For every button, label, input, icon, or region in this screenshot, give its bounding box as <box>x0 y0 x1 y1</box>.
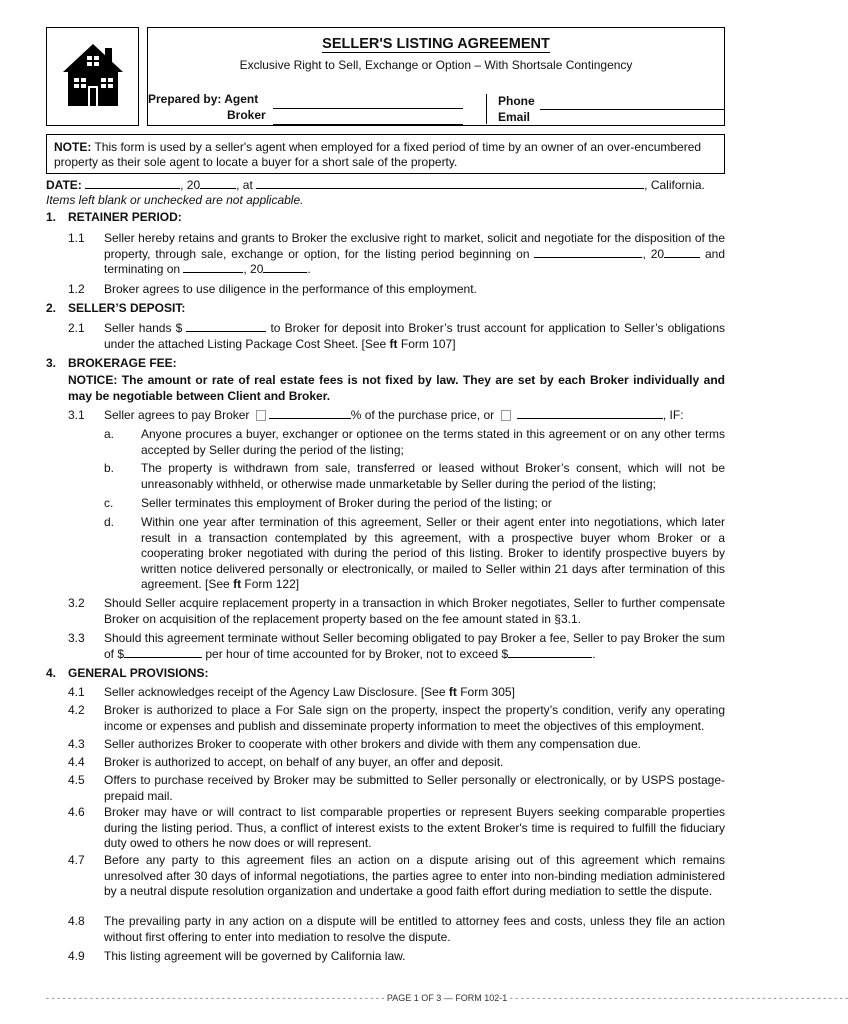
logo-box <box>46 27 139 126</box>
item-c: Seller terminates this employment of Broker during the period of the listing; or <box>141 496 552 510</box>
date-field[interactable] <box>85 178 180 189</box>
page-footer: - - - - - - - - - - - - - - - - - - - - - - - - - - - - - - - - - - - - - - - - - - - - - - - - - - - - - - - - - - - - - - PAGE 1 OF 3 — FORM 102-1 - - - - - - - - - - - - - - - - - - - - - - - - - - - - - - - - - - - - - - - - - - - - - - - - - - - - - - - - - - - - - - <box>46 993 848 1003</box>
page-subtitle: Exclusive Right to Sell, Exchange or Option – With Shortsale Contingency <box>239 58 633 72</box>
para-4-8-number: 4.8 <box>68 914 85 928</box>
agent-field[interactable] <box>273 98 463 109</box>
note-text: This form is used by a seller's agent when employed for a fixed period of time by an owner of an over-encumbered property as their sole agent to locate a buyer for a short sale of the property. <box>54 140 702 169</box>
listing-end-field[interactable] <box>183 262 243 273</box>
footer-label: PAGE 1 OF 3 — FORM 102-1 <box>386 993 508 1003</box>
item-d-label: d. <box>104 515 115 529</box>
para-4-2: Broker is authorized to place a For Sale sign on the property, inspect the property’s condition, verify any operating income or expenses and publish and disseminate property information to meet the objectives of this employment. <box>104 703 725 733</box>
percent-field[interactable] <box>269 408 351 419</box>
section-3-number: 3. <box>46 356 57 370</box>
section-4-title: GENERAL PROVISIONS: <box>68 666 209 680</box>
page-title: SELLER'S LISTING AGREEMENT <box>322 36 550 52</box>
para-4-4-number: 4.4 <box>68 755 85 769</box>
section-1-number: 1. <box>46 210 57 224</box>
city-field[interactable] <box>256 178 644 189</box>
para-4-1-number: 4.1 <box>68 685 85 699</box>
para-4-5-number: 4.5 <box>68 773 85 787</box>
para-2-1-number: 2.1 <box>68 321 85 335</box>
para-3-3: Should this agreement terminate without Seller becoming obligated to pay Broker a fee, Seller to pay Broker the sum of $ per hour of time accounted for by Broker, not to exceed $ . <box>104 631 725 661</box>
para-4-4: Broker is authorized to accept, on behalf of any buyer, an offer and deposit. <box>104 755 504 769</box>
deposit-amount-field[interactable] <box>186 321 266 332</box>
date-line <box>46 178 726 194</box>
para-3-1-number: 3.1 <box>68 408 85 422</box>
fee-cap-field[interactable] <box>508 647 592 658</box>
header-divider <box>486 94 487 124</box>
para-4-7-number: 4.7 <box>68 853 85 867</box>
para-3-1: Seller agrees to pay Broker % of the purchase price, or , IF: <box>104 408 684 422</box>
fee-amount-field[interactable] <box>517 408 663 419</box>
para-1-2: Broker agrees to use diligence in the performance of this employment. <box>104 282 477 296</box>
para-3-2: Should Seller acquire replacement property in a transaction in which Broker negotiates, Seller to further compensate Broker on acquisition of the replacement property based on the fee amount stated in §3.1. <box>104 596 725 626</box>
date-year-prefix: , 20 <box>180 178 201 192</box>
para-2-1: Seller hands $ to Broker for deposit into Broker’s trust account for application to Seller’s obligations under the attached Listing Package Cost Sheet. [See ft Form 107] <box>104 321 725 351</box>
note-box <box>46 134 725 174</box>
date-label: DATE: <box>46 178 82 192</box>
section-2-number: 2. <box>46 301 57 315</box>
phone-label: Phone <box>498 94 535 108</box>
phone-field[interactable] <box>540 99 724 110</box>
para-4-9: This listing agreement will be governed by California law. <box>104 949 406 963</box>
listing-start-field[interactable] <box>534 247 642 258</box>
broker-field[interactable] <box>273 114 463 125</box>
section-1-title: RETAINER PERIOD: <box>68 210 182 224</box>
para-4-6-number: 4.6 <box>68 805 85 819</box>
item-b: The property is withdrawn from sale, transferred or leased without Broker’s consent, which will not be unreasonably withheld, or otherwise made unmarketable by Seller during the period of the listing; <box>141 461 725 491</box>
broker-label: Broker <box>227 108 266 122</box>
items-note: Items left blank or unchecked are not applicable. <box>46 193 304 207</box>
listing-start-year-field[interactable] <box>664 247 700 258</box>
para-4-9-number: 4.9 <box>68 949 85 963</box>
para-4-7: Before any party to this agreement files an action on a dispute arising out of this agreement which remains unresolved after 30 days of informal negotiations, the parties agree to enter into non-binding mediation administered by a neutral dispute resolution organization and undertake a good faith effort during mediation to settle the dispute. <box>104 853 725 898</box>
para-1-1-number: 1.1 <box>68 231 85 245</box>
item-a: Anyone procures a buyer, exchanger or optionee on the terms stated in this agreement or on any other terms accepted by Seller during the period of the listing; <box>141 427 725 457</box>
note-label: NOTE: <box>54 140 92 154</box>
para-4-8: The prevailing party in any action on a dispute will be entitled to attorney fees and costs, unless they file an action without first offering to enter into mediation to resolve the dispute. <box>104 914 725 944</box>
para-4-6: Broker may have or will contract to list comparable properties or represent Buyers seeking comparable properties during the listing period. Thus, a conflict of interest exists to the extent Broker's time is required to fulfill the fiduciary duty owed to others he now does or will represent. <box>104 805 725 850</box>
para-3-2-number: 3.2 <box>68 596 85 610</box>
para-4-2-number: 4.2 <box>68 703 85 717</box>
date-state: , California. <box>644 178 705 192</box>
email-label: Email <box>498 110 531 124</box>
para-4-1: Seller acknowledges receipt of the Agency Law Disclosure. [See ft Form 305] <box>104 685 515 699</box>
prepared-by-label: Prepared by: Agent <box>148 92 259 106</box>
item-c-label: c. <box>104 496 114 510</box>
amount-checkbox[interactable] <box>501 410 511 421</box>
listing-end-year-field[interactable] <box>263 262 307 273</box>
para-4-3: Seller authorizes Broker to cooperate with other brokers and divide with them any compensation due. <box>104 737 641 751</box>
para-3-3-number: 3.3 <box>68 631 85 645</box>
section-2-title: SELLER’S DEPOSIT: <box>68 301 186 315</box>
para-1-1: Seller hereby retains and grants to Broker the exclusive right to market, solicit and negotiate for the disposition of the property, through sale, exchange or option, for the listing period beginning on , 20 and terminating on , 20 . <box>104 231 725 276</box>
fee-notice: NOTICE: The amount or rate of real estate fees is not fixed by law. They are set by each Broker individually and may be negotiable between Client and Broker. <box>68 373 725 403</box>
item-a-label: a. <box>104 427 115 441</box>
house-icon <box>47 28 140 127</box>
para-4-5: Offers to purchase received by Broker may be submitted to Seller personally or electronically, or by USPS postage-prepaid mail. <box>104 773 725 803</box>
date-year-field[interactable] <box>200 178 236 189</box>
hourly-rate-field[interactable] <box>124 647 202 658</box>
item-b-label: b. <box>104 461 115 475</box>
percent-checkbox[interactable] <box>256 410 266 421</box>
email-field[interactable] <box>540 115 724 126</box>
section-3-title: BROKERAGE FEE: <box>68 356 177 370</box>
item-d: Within one year after termination of this agreement, Seller or their agent enter into negotiations, which later result in a transaction contemplated by this agreement, with a prospective buyer whom Broker or a cooperating broker negotiated with during the period of this listing. Broker to identify prospective buyers by written notice delivered personally or electronically, or mailed to Seller within 21 days after termination of this agreement. [See ft Form 122] <box>141 515 725 591</box>
para-4-3-number: 4.3 <box>68 737 85 751</box>
section-4-number: 4. <box>46 666 57 680</box>
para-1-2-number: 1.2 <box>68 282 85 296</box>
date-at: , at <box>236 178 253 192</box>
